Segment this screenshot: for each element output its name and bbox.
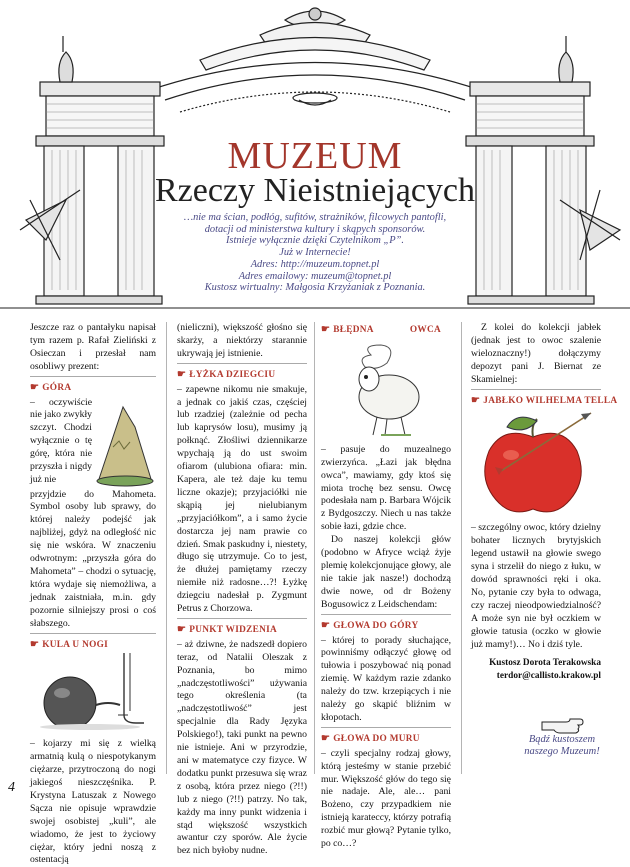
section-heading: ☛ JABŁKO WILHELMA TELLA	[471, 395, 601, 408]
intro-line: Już w Internecie!	[150, 247, 480, 259]
pointing-hand-icon: ☛	[30, 382, 39, 393]
apple-with-arrow-illustration	[471, 409, 601, 517]
pointing-hand-icon: ☛	[177, 369, 186, 380]
website-address[interactable]: Adres: http://muzeum.topnet.pl	[150, 259, 480, 271]
paragraph: Jeszcze raz o pantałyku napisał tym razem p. Rafał Zieliński z Osieczan i przesłał nam osobliwy prezent:	[30, 322, 156, 374]
column-4	[471, 322, 601, 683]
intro-line: Istnieje wyłącznie dzięki Czytelnikom „P”.	[150, 235, 480, 247]
pointing-hand-icon	[540, 714, 584, 734]
paragraph: – kojarzy mi się z wielką armatnią kulą o niespotykanym ciężarze, przytroczoną do nogi jakiegoś nieszczęśnika. P. Krystyna Latuszak z Nowego Sącza nie opisuje wprawdzie swojej osobistej „kuli”, ale wiadomo, że jest to życiowy ciężar, który jedni noszą z ostentacją	[30, 738, 156, 867]
page-title: MUZEUM	[0, 134, 630, 178]
paragraph: Z kolei do kolekcji jabłek (jednak jest to owoc szalenie wieloznaczny!) dołączymy depozyt pani J. Biernat ze Skamielnej:	[471, 322, 601, 387]
section-punkt	[177, 618, 307, 858]
paragraph: (nieliczni), większość głośno się skarży, a niektórzy starannie ukrywają jej istnienie.	[177, 322, 307, 361]
section-jablko	[471, 389, 601, 684]
intro-line: …nie ma ścian, podłóg, sufitów, strażników, filcowych pantofli,	[150, 212, 480, 224]
section-heading: ☛ ŁYŻKA DZIEGCIU	[177, 369, 307, 382]
ball-and-chain-illustration	[30, 653, 156, 733]
paragraph: – czyli specjalny rodzaj głowy, którą jesteśmy w stanie przebić mur. Większość głów do tego się nie nadaje. Ale, ale… pani Bożeno, czy przypadkiem nie istnieją karateccy, którzy potrafią rozbić mur głową? Pytanie tylko, po co…?	[321, 748, 451, 851]
section-heading: ☛ PUNKT WIDZENIA	[177, 624, 307, 637]
paragraph: – pasuje do muzealnego zwierzyńca. „Łazi jak błędna owca”, mawiamy, gdy ktoś się miota trochę bez sensu. Owcę podesłała nam p. Barbara Wójcik z Bydgoszczy. Niech u nas także sobie łazi, gdzie chce.	[321, 444, 451, 534]
sheep-illustration	[321, 339, 451, 439]
page-subtitle: Rzeczy Nieistniejących	[0, 172, 630, 210]
email-address[interactable]: Adres emailowy: muzeum@topnet.pl	[150, 271, 480, 283]
section-heading: ☛ GÓRA	[30, 382, 156, 395]
section-kula	[30, 633, 156, 867]
paragraph: – oczywiście nie jako zwykły szczyt. Chodzi wyłącznie o tę górę, która nie przyszła i nigdy już nie	[30, 397, 92, 489]
section-heading: ☛ GŁOWA DO GÓRY	[321, 620, 451, 633]
pointing-hand-icon: ☛	[471, 395, 480, 406]
signature-name: Kustosz Dorota Terakowska	[471, 657, 601, 670]
column-divider	[461, 322, 462, 774]
pointing-hand-icon: ☛	[321, 733, 330, 744]
signature-email[interactable]: terdor@callisto.krakow.pl	[471, 670, 601, 683]
curator-line: Kustosz wirtualny: Małgosia Krzyżaniak z Poznania.	[150, 282, 480, 294]
paragraph: – której to porady słuchające, powinniśmy odłączyć głowę od tułowia i poszybować nią ponad ziemię. W każdym razie zdanko należy do tzw. krzepiących i nie należy go skąpić bliźnim w kłopotach.	[321, 635, 451, 725]
paragraph: przyjdzie do Mahometa. Symbol osoby lub sprawy, do której należy podejść jak najbliżej, gdyż na odległość nic się nie wskóra. W znaczeniu odwrotnym: „przyszła góra do Mahometa” – chodzi o sytuację, która wydaje się niemożliwa, a jednak zaistniała, m.in. gdy pozornie silniejszy prosi o coś słabszego.	[30, 489, 156, 631]
tagline: Bądź kustoszem naszego Muzeum!	[506, 734, 618, 758]
column-1	[30, 322, 156, 867]
mountain-illustration	[95, 397, 155, 489]
intro-block	[150, 212, 480, 294]
section-heading: ☛ BŁĘDNA OWCA	[321, 324, 451, 337]
paragraph: Do naszej kolekcji głów (podobno w Afryce wciąż żyje plemię kolekcjonujące głowy, ale nie takie jak nasze!) dochodzą dwie nowe, od dr Bożeny Bogusowicz z Leidschendam:	[321, 534, 451, 611]
paragraph: – zapewne nikomu nie smakuje, a jednak co jakiś czas, częściej lub rzadziej (zależnie od pecha lub kaprysów losu), musimy ją połknąć. Złośliwi dziennikarze wpychają ją do ust swoim ofiarom (ulubiona ofiara: min. Kapera, ale też daje ku temu liczne okazje); przyjaciółki nie skąpią jej nielubianym „przyjaciółkom”, a i samo życie dostarcza jej nam prawie co dzień. Smak paskudny i, niestety, długo się utrzymuje. Co to jest, że dłużej pamiętamy rzeczy niemiłe niż radosne…?! Łyżkę dziegciu nadesłał p. Zygmunt Petrus z Chorzowa.	[177, 384, 307, 616]
pointing-hand-icon: ☛	[30, 639, 39, 650]
pointing-hand-icon: ☛	[321, 620, 330, 631]
pointing-hand-icon: ☛	[321, 324, 330, 335]
paragraph: – szczególny owoc, który dzielny bohater licznych brytyjskich legend ustawił na głowie swego syna i strzelił do niego z łuku, w dowód sprawności ręki i oka. No, pytanie czy była to odwaga, czy raczej nieodpowiedzialność? A może syn nie był oczkiem w głowie tatusia (oczko w głowie już mamy!)… No i dziś tyle.	[471, 522, 601, 651]
section-lyzka	[177, 363, 307, 616]
section-gora	[30, 376, 156, 631]
section-heading: ☛ GŁOWA DO MURU	[321, 733, 451, 746]
page-number: 4	[8, 780, 15, 796]
paragraph: – aż dziwne, że nadszedł dopiero teraz, od Natalii Oleszak z Poznania, bo mimo „nadczęstotliwości” używania tego określenia (ta „nadczęstotliwość” jest specjalnie dla Rady Języka Polskiego!), taki punkt na pewno nie istnieje. Ani w przyrodzie, ani w matematyce czy fizyce. W dodatku punkt przesuwa się wraz z osobą, która przez niego (?!!) lub z niego (?!!) patrzy. No tak, każdy ma inny punkt widzenia i stąd większość wszystkich awantur czy sporów. Ale życie bez nich byłoby nudne.	[177, 639, 307, 858]
column-divider	[314, 322, 315, 774]
section-heading: ☛ KULA U NOGI	[30, 639, 156, 652]
pointing-hand-icon: ☛	[177, 624, 186, 635]
column-3	[321, 322, 451, 851]
section-glowa-muru	[321, 727, 451, 851]
section-glowa-gory	[321, 614, 451, 725]
column-divider	[166, 322, 167, 774]
intro-line: dotacji od ministerstwa kultury i skąpych sponsorów.	[150, 224, 480, 236]
column-2	[177, 322, 307, 858]
